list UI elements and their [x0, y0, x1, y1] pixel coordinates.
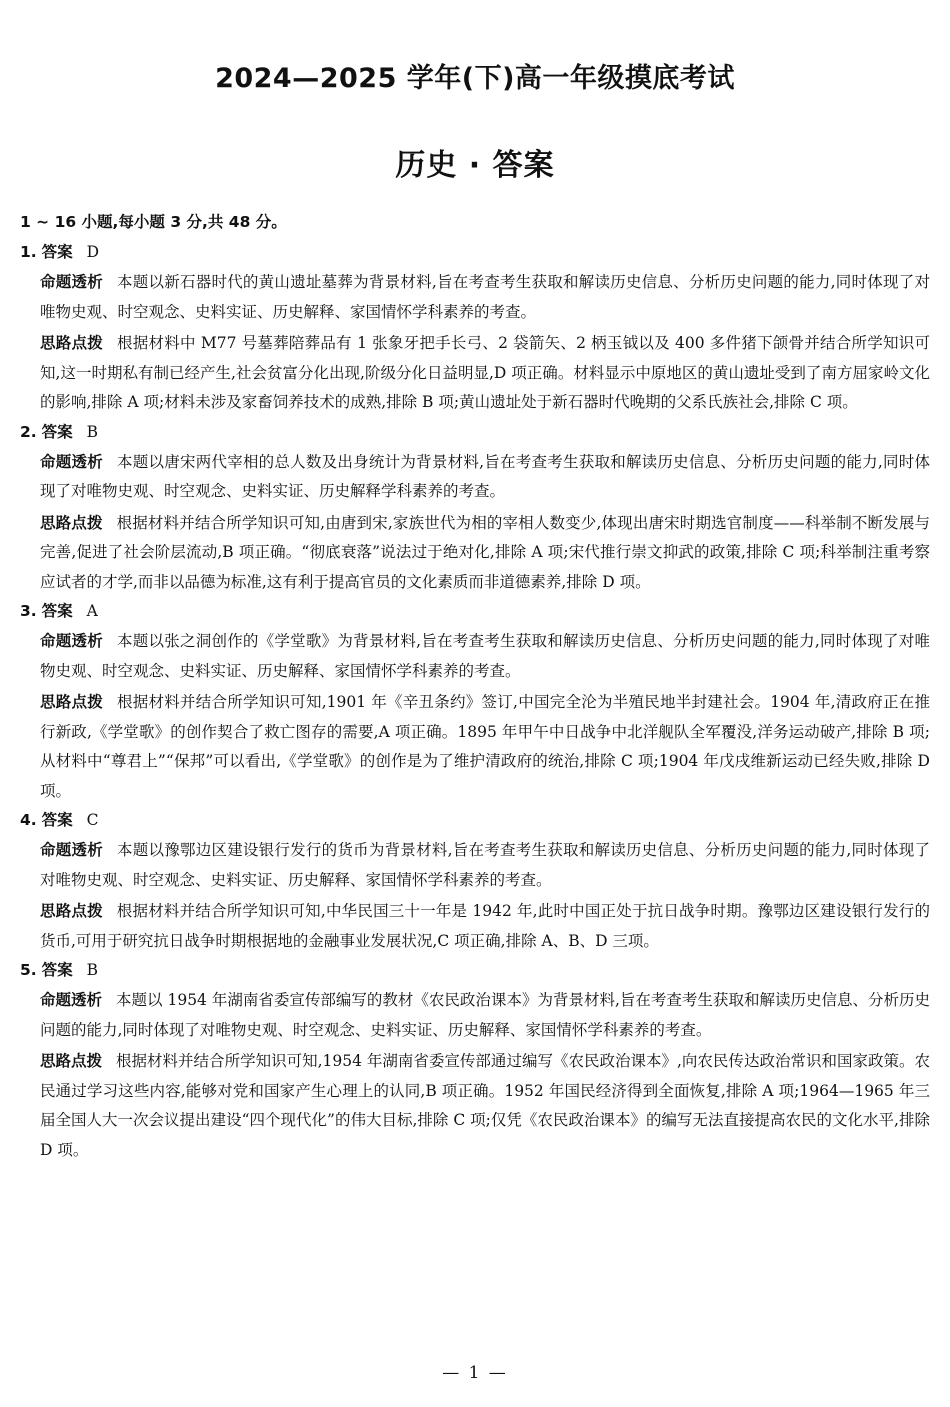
- approach-paragraph: [40, 688, 930, 806]
- question-header: [20, 420, 930, 444]
- approach-text: 根据材料中 M77 号墓葬陪葬品有 1 张象牙把手长弓、2 袋箭矢、2 柄玉钺以及 400 多件猪下颌骨并结合所学知识可知,这一时期私有制已经产生,社会贫富分化出现,阶级分化日益明显,D 项正确。材料显示中原地区的黄山遗址受到了南方屈家岭文化的影响,排除 A 项;材料未涉及家畜饲养技术的成熟,排除 B 项;黄山遗址处于新石器时代晚期的父系氏族社会,排除 C 项。: [40, 334, 930, 411]
- analysis-text: 本题以豫鄂边区建设银行发行的货币为背景材料,旨在考查考生获取和解读历史信息、分析历史问题的能力,同时体现了对唯物史观、时空观念、史料实证、历史解释、家国情怀学科素养的考查。: [40, 841, 930, 889]
- subject-subtitle: 历史 · 答案: [395, 148, 555, 183]
- analysis-text: 本题以张之洞创作的《学堂歌》为背景材料,旨在考查考生获取和解读历史信息、分析历史问题的能力,同时体现了对唯物史观、时空观念、史料实证、历史解释、家国情怀学科素养的考查。: [40, 632, 930, 680]
- question-number: 3.: [20, 602, 37, 620]
- approach-text: 根据材料并结合所学知识可知,由唐到宋,家族世代为相的宰相人数变少,体现出唐宋时期选官制度——科举制不断发展与完善,促进了社会阶层流动,B 项正确。“彻底衰落”说法过于绝对化,排除 A 项;宋代推行崇文抑武的政策,排除 C 项;科举制注重考察应试者的才学,而非以品德为标准,这有利于提高官员的文化素质而非道德素养,排除 D 项。: [40, 513, 930, 591]
- approach-label: 思路点拨: [40, 693, 103, 711]
- approach-paragraph: [40, 509, 930, 598]
- answer-label: 答案: [41, 422, 73, 441]
- question-number: 5.: [20, 961, 37, 979]
- exam-title: 2024—2025 学年(下)高一年级摸底考试: [215, 63, 735, 94]
- question-header: [20, 599, 930, 623]
- analysis-paragraph: [40, 448, 930, 507]
- answer-choice: C: [86, 811, 99, 829]
- answer-label: 答案: [41, 811, 73, 829]
- question-number: 4.: [20, 811, 37, 829]
- analysis-label: 命题透析: [40, 452, 103, 471]
- approach-paragraph: [40, 329, 930, 418]
- analysis-paragraph: [40, 627, 930, 686]
- answer-label: 答案: [41, 961, 73, 979]
- analysis-paragraph: [40, 986, 930, 1045]
- approach-label: 思路点拨: [40, 334, 103, 352]
- section-intro: 1 ~ 16 小题,每小题 3 分,共 48 分。: [20, 213, 287, 231]
- answer-choice: D: [86, 243, 100, 261]
- page-number: — 1 —: [442, 1363, 508, 1383]
- analysis-text: 本题以新石器时代的黄山遗址墓葬为背景材料,旨在考查考生获取和解读历史信息、分析历史问题的能力,同时体现了对唯物史观、时空观念、史料实证、历史解释、家国情怀学科素养的考查。: [40, 273, 930, 321]
- question-block: [20, 240, 930, 418]
- question-number: 1.: [20, 243, 37, 261]
- question-block: [20, 420, 930, 598]
- answers-content: [20, 210, 930, 1167]
- question-list: [20, 240, 930, 1165]
- question-number: 2.: [20, 422, 37, 441]
- approach-text: 根据材料并结合所学知识可知,1954 年湖南省委宣传部通过编写《农民政治课本》,向农民传达政治常识和国家政策。农民通过学习这些内容,能够对党和国家产生心理上的认同,B 项正确。1952 年国民经济得到全面恢复,排除 A 项;1964—1965 年三届全国人大一次会议提出建设“四个现代化”的伟大目标,排除 C 项;仅凭《农民政治课本》的编写无法直接提高农民的文化水平,排除 D 项。: [40, 1052, 930, 1159]
- question-header: [20, 240, 930, 264]
- analysis-paragraph: [40, 268, 930, 327]
- approach-label: 思路点拨: [40, 902, 103, 920]
- question-header: [20, 808, 930, 832]
- approach-label: 思路点拨: [40, 513, 103, 532]
- analysis-label: 命题透析: [40, 841, 103, 859]
- analysis-label: 命题透析: [40, 632, 103, 650]
- approach-text: 根据材料并结合所学知识可知,中华民国三十一年是 1942 年,此时中国正处于抗日战争时期。豫鄂边区建设银行发行的货币,可用于研究抗日战争时期根据地的金融事业发展状况,C 项正确,排除 A、B、D 三项。: [40, 902, 930, 950]
- answer-choice: B: [86, 961, 99, 979]
- analysis-text: 本题以 1954 年湖南省委宣传部编写的教材《农民政治课本》为背景材料,旨在考查考生获取和解读历史信息、分析历史问题的能力,同时体现了对唯物史观、时空观念、史料实证、历史解释、家国情怀学科素养的考查。: [40, 991, 930, 1039]
- answer-label: 答案: [41, 243, 73, 261]
- analysis-paragraph: [40, 836, 930, 895]
- question-block: [20, 808, 930, 956]
- answer-label: 答案: [41, 602, 73, 620]
- approach-paragraph: [40, 1047, 930, 1165]
- answer-choice: B: [86, 422, 99, 441]
- analysis-label: 命题透析: [40, 273, 103, 291]
- analysis-text: 本题以唐宋两代宰相的总人数及出身统计为背景材料,旨在考查考生获取和解读历史信息、分析历史问题的能力,同时体现了对唯物史观、时空观念、史料实证、历史解释学科素养的考查。: [40, 452, 930, 500]
- approach-text: 根据材料并结合所学知识可知,1901 年《辛丑条约》签订,中国完全沦为半殖民地半封建社会。1904 年,清政府正在推行新政,《学堂歌》的创作契合了救亡图存的需要,A 项正确。1895 年甲午中日战争中北洋舰队全军覆没,洋务运动破产,排除 B 项;从材料中“尊君上”“保邦”可以看出,《学堂歌》的创作是为了维护清政府的统治,排除 C 项;1904 年戊戌维新运动已经失败,排除 D 项。: [40, 693, 930, 800]
- answer-choice: A: [86, 602, 98, 620]
- question-header: [20, 958, 930, 982]
- question-block: [20, 958, 930, 1165]
- question-block: [20, 599, 930, 806]
- analysis-label: 命题透析: [40, 991, 103, 1009]
- approach-label: 思路点拨: [40, 1052, 103, 1070]
- approach-paragraph: [40, 897, 930, 956]
